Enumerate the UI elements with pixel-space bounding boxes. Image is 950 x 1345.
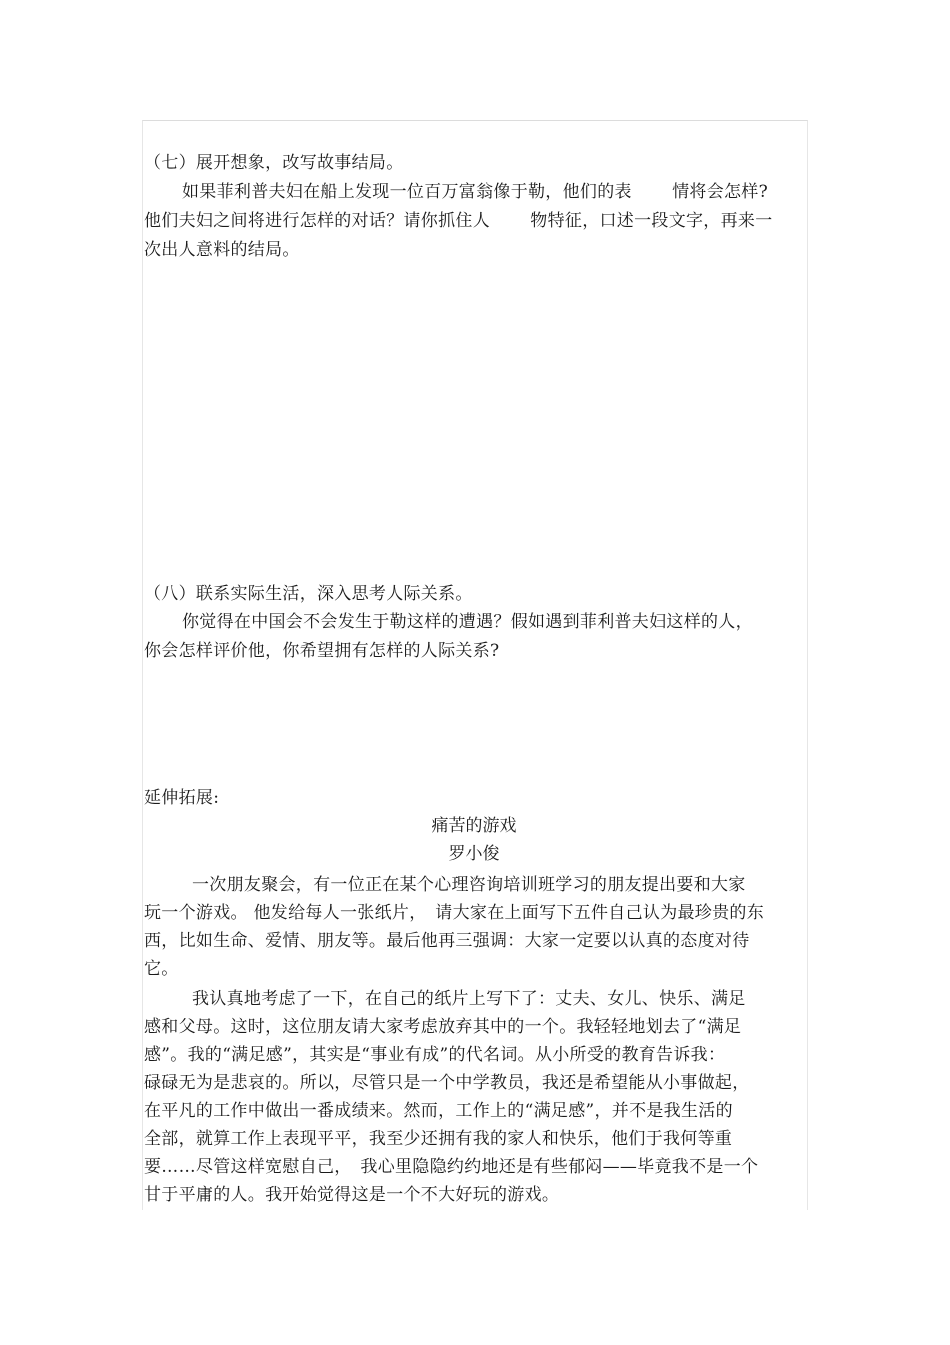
para1-line-1: 一次朋友聚会，有一位正在某个心理咨询培训班学习的朋友提出要和大家 <box>192 875 746 895</box>
section8-heading: （八）联系实际生活，深入思考人际关系。 <box>144 584 473 604</box>
article-title: 痛苦的游戏 <box>431 816 517 836</box>
section7-line-2: 他们夫妇之间将进行怎样的对话？请你抓住人 物特征，口述一段文字，再来一 <box>144 211 773 231</box>
section7-heading: （七）展开想象，改写故事结局。 <box>144 153 404 173</box>
para2-line-3: 感”。我的“满足感”，其实是“事业有成”的代名词。从小所受的教育告诉我： <box>144 1045 726 1065</box>
extension-label: 延伸拓展: <box>144 788 220 808</box>
para2-line-1: 我认真地考虑了一下，在自己的纸片上写下了：丈夫、女儿、快乐、满足 <box>192 989 746 1009</box>
para2-line-5: 在平凡的工作中做出一番成绩来。然而，工作上的“满足感”，并不是我生活的 <box>144 1101 733 1121</box>
para2-line-6: 全部，就算工作上表现平平，我至少还拥有我的家人和快乐，他们于我何等重 <box>144 1129 733 1149</box>
section8-line-1: 你觉得在中国会不会发生于勒这样的遭遇？假如遇到菲利普夫妇这样的人， <box>182 612 753 632</box>
para1-line-3: 西，比如生命、爱情、朋友等。最后他再三强调：大家一定要以认真的态度对待 <box>144 931 750 951</box>
para2-line-8: 甘于平庸的人。我开始觉得这是一个不大好玩的游戏。 <box>144 1185 560 1205</box>
section7-line-3: 次出人意料的结局。 <box>144 240 300 260</box>
para2-line-2: 感和父母。这时，这位朋友请大家考虑放弃其中的一个。我轻轻地划去了“满足 <box>144 1017 742 1037</box>
para2-line-4: 碌碌无为是悲哀的。所以，尽管只是一个中学教员，我还是希望能从小事做起， <box>144 1073 750 1093</box>
para1-line-2: 玩一个游戏。 他发给每人一张纸片， 请大家在上面写下五件自己认为最珍贵的东 <box>144 903 765 923</box>
section8-line-2: 你会怎样评价他，你希望拥有怎样的人际关系? <box>144 641 500 661</box>
article-author: 罗小俊 <box>448 844 500 864</box>
section7-line-1: 如果菲利普夫妇在船上发现一位百万富翁像于勒，他们的表 情将会怎样? <box>182 182 769 202</box>
para1-line-4: 它。 <box>144 959 179 979</box>
para2-line-7: 要……尽管这样宽慰自己， 我心里隐隐约约地还是有些郁闷——毕竟我不是一个 <box>144 1157 759 1177</box>
